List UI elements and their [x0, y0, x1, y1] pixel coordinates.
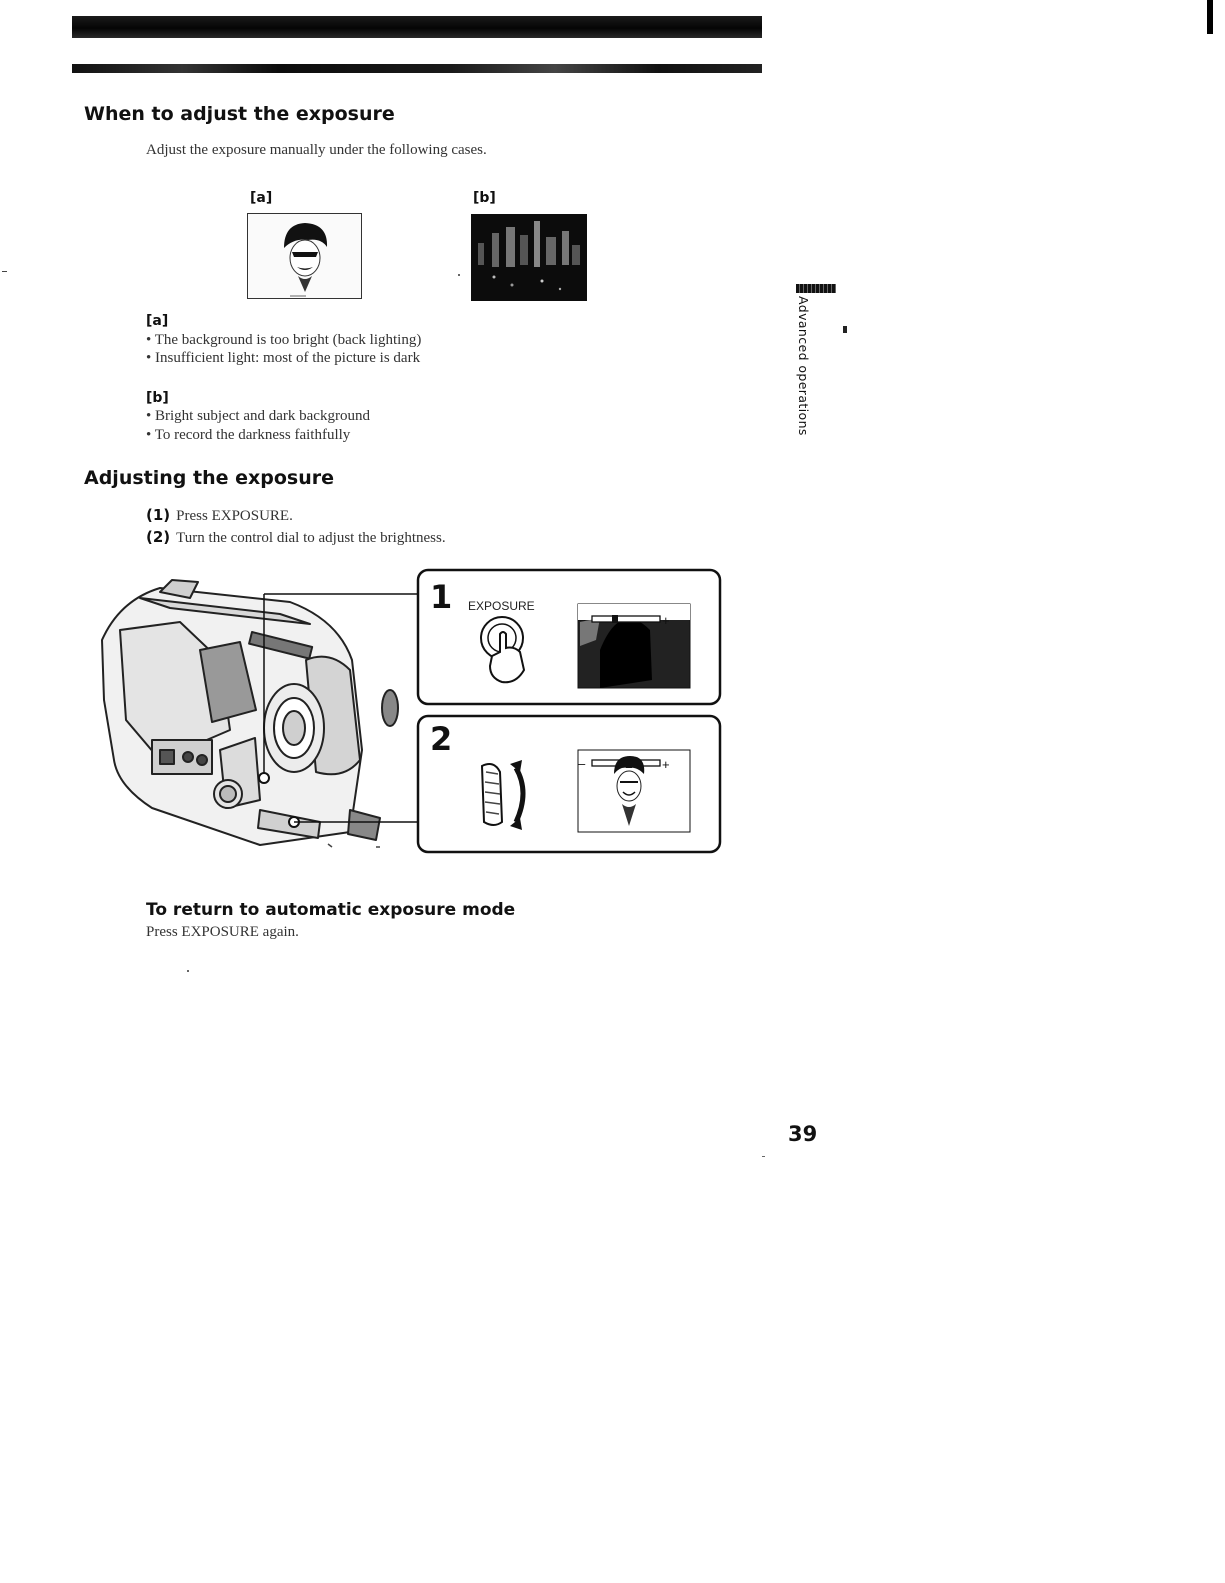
case-a-bullet-1: • The background is too bright (back lighting) — [146, 332, 422, 348]
exposure-button-label: EXPOSURE — [468, 599, 535, 613]
header-rule — [72, 64, 762, 73]
section-title-adjusting: Adjusting the exposure — [84, 467, 334, 489]
case-b-bullet-2: • To record the darkness faithfully — [146, 427, 351, 443]
speck — [458, 274, 460, 276]
step-2-number: (2) — [146, 528, 171, 546]
page-number: 39 — [788, 1122, 818, 1146]
case-b-label: [b] — [146, 390, 169, 406]
indicator-minus-2: – — [578, 756, 586, 771]
side-tab-label: Advanced operations — [796, 296, 811, 436]
indicator-plus-2: + — [662, 757, 670, 772]
edge-mark — [1207, 0, 1213, 34]
camcorder-illustration — [80, 560, 730, 860]
figure-b-label: [b] — [473, 190, 496, 206]
header-bar — [72, 16, 762, 38]
step-1-numeral: 1 — [430, 578, 453, 616]
step-2 — [146, 528, 446, 547]
step-1-text: Press EXPOSURE. — [176, 508, 293, 524]
side-tab — [793, 296, 813, 441]
photo-backlit-portrait — [247, 213, 362, 299]
figure-a-label: [a] — [250, 190, 273, 206]
exposure-indicator-bar-1 — [592, 616, 660, 622]
indicator-plus-1: + — [662, 613, 670, 628]
subsection-text: Press EXPOSURE again. — [146, 924, 299, 940]
speck-2 — [187, 970, 189, 972]
margin-tick — [2, 271, 7, 272]
intro-text: Adjust the exposure manually under the following cases. — [146, 142, 487, 158]
indicator-minus-1: – — [578, 612, 586, 627]
step-1-number: (1) — [146, 506, 171, 524]
camcorder-body — [102, 580, 398, 845]
side-speck — [843, 326, 847, 333]
speck-3 — [762, 1156, 765, 1157]
step-2-numeral: 2 — [430, 720, 453, 758]
case-a-label: [a] — [146, 313, 169, 329]
subsection-title: To return to automatic exposure mode — [146, 900, 516, 920]
step-1 — [146, 506, 293, 525]
case-a-bullet-2: • Insufficient light: most of the picture is dark — [146, 350, 421, 366]
step-2-text: Turn the control dial to adjust the brightness. — [176, 530, 446, 546]
section-title-when: When to adjust the exposure — [84, 103, 395, 125]
side-tab-marker — [796, 284, 836, 293]
photo-night-city — [471, 214, 587, 301]
case-b-bullet-1: • Bright subject and dark background — [146, 408, 370, 424]
